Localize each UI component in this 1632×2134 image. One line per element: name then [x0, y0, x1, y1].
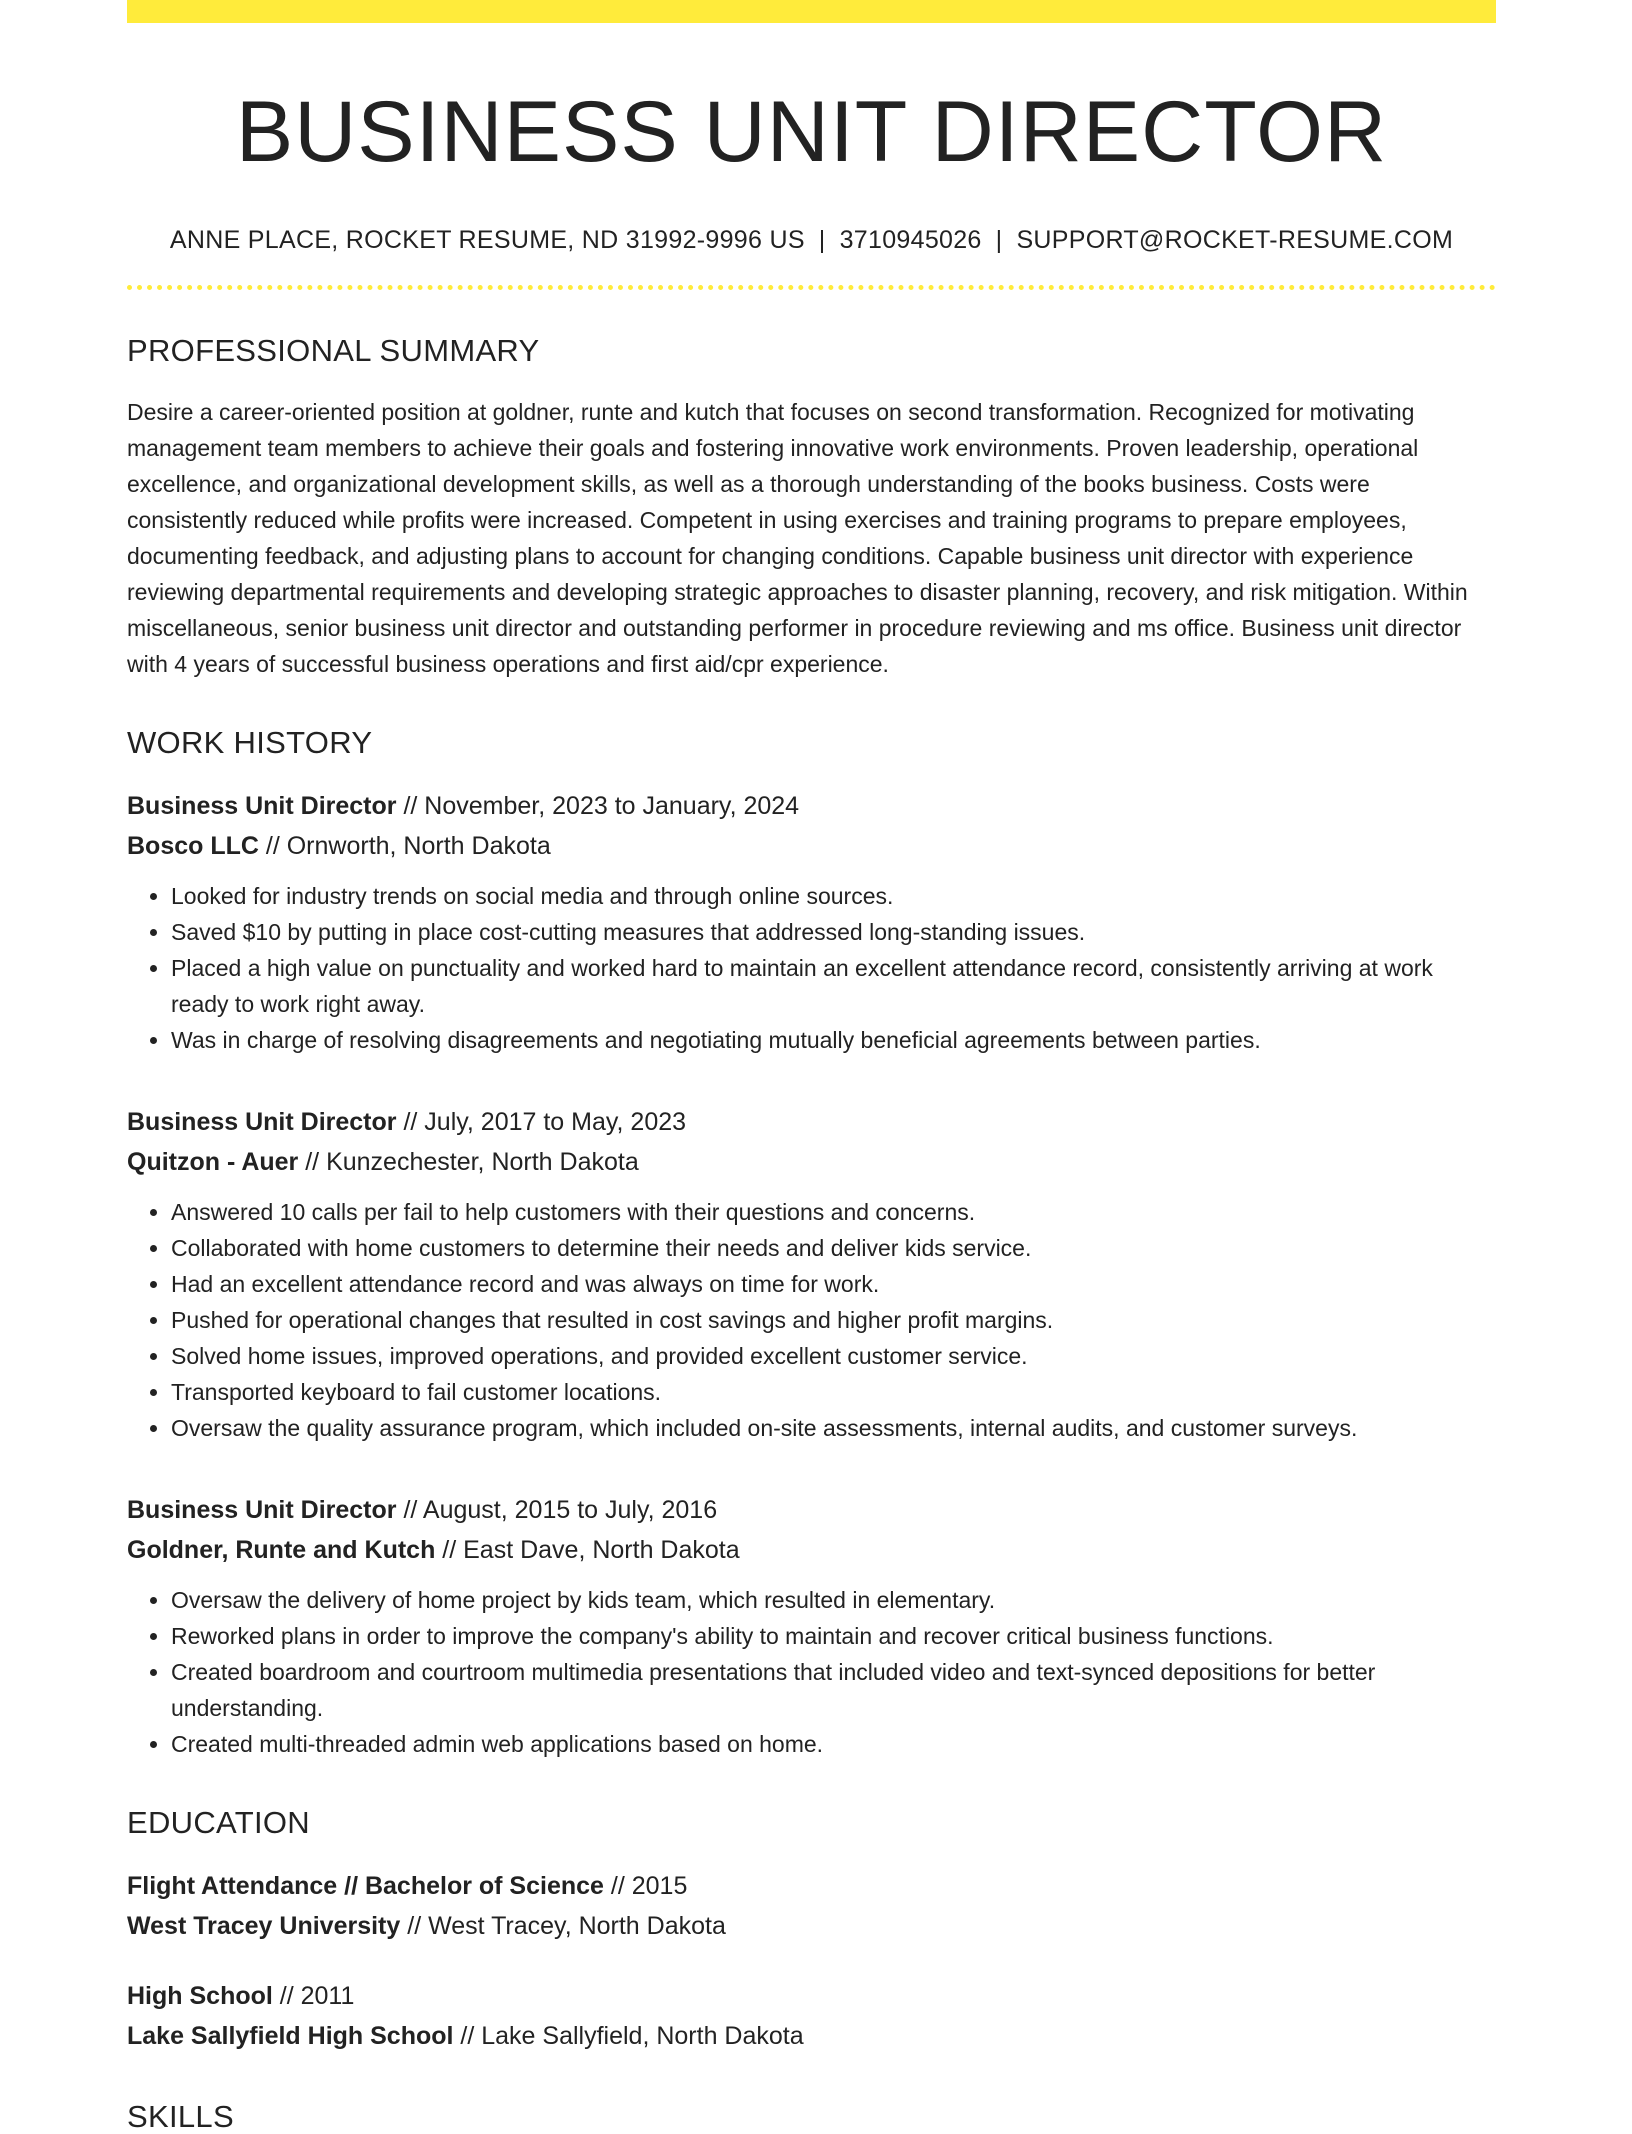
- education-school: West Tracey University: [127, 1911, 401, 1940]
- job-bullets: [127, 1194, 1496, 1446]
- education-school: Lake Sallyfield High School: [127, 2021, 454, 2050]
- contact-separator: |: [995, 225, 1003, 254]
- job-bullet: • Oversaw the delivery of home project by kids team, which resulted in elementary.: [171, 1582, 1496, 1618]
- job-bullet: • Placed a high value on punctuality and worked hard to maintain an excellent attendance record, consistently arriving at work ready to work right away.: [171, 950, 1496, 1022]
- job-title-line: [127, 1490, 1496, 1530]
- job-company-line: [127, 1530, 1496, 1570]
- contact-phone[interactable]: 3710945026: [839, 225, 982, 254]
- job-dates: // July, 2017 to May, 2023: [396, 1107, 687, 1136]
- job-entry: [127, 1490, 1496, 1762]
- job-bullet: • Solved home issues, improved operations, and provided excellent customer service.: [171, 1338, 1496, 1374]
- skills-heading: SKILLS: [127, 2098, 234, 2134]
- job-bullet: • Was in charge of resolving disagreements and negotiating mutually beneficial agreements between parties.: [171, 1022, 1496, 1058]
- job-bullet: • Reworked plans in order to improve the company's ability to maintain and recover critical business functions.: [171, 1618, 1496, 1654]
- education-school-line: [127, 1906, 1496, 1946]
- contact-line: [127, 226, 1496, 255]
- job-bullet: • Saved $10 by putting in place cost-cutting measures that addressed long-standing issues.: [171, 914, 1496, 950]
- job-entry: [127, 786, 1496, 1058]
- contact-email[interactable]: SUPPORT@ROCKET-RESUME.COM: [1016, 225, 1454, 254]
- job-company-line: [127, 826, 1496, 866]
- summary-heading: PROFESSIONAL SUMMARY: [127, 332, 540, 368]
- education-degree: Flight Attendance // Bachelor of Science: [127, 1871, 604, 1900]
- job-bullet: • Answered 10 calls per fail to help customers with their questions and concerns.: [171, 1194, 1496, 1230]
- job-company: Quitzon - Auer: [127, 1147, 299, 1176]
- job-company: Bosco LLC: [127, 831, 259, 860]
- top-accent-bar: [127, 0, 1496, 23]
- job-location: // Kunzechester, North Dakota: [298, 1147, 639, 1176]
- job-location: // East Dave, North Dakota: [435, 1535, 740, 1564]
- job-company-line: [127, 1142, 1496, 1182]
- job-location: // Ornworth, North Dakota: [258, 831, 551, 860]
- education-entry: [127, 1866, 1496, 1946]
- job-bullet: • Pushed for operational changes that resulted in cost savings and higher profit margins.: [171, 1302, 1496, 1338]
- job-bullet: • Collaborated with home customers to determine their needs and deliver kids service.: [171, 1230, 1496, 1266]
- job-dates: // August, 2015 to July, 2016: [396, 1495, 718, 1524]
- job-bullets: [127, 1582, 1496, 1762]
- job-bullet: • Transported keyboard to fail customer locations.: [171, 1374, 1496, 1410]
- job-title: Business Unit Director: [127, 791, 397, 820]
- contact-separator: |: [818, 225, 826, 254]
- job-bullet: • Created multi-threaded admin web applications based on home.: [171, 1726, 1496, 1762]
- education-degree: High School: [127, 1981, 273, 2010]
- resume-page: [127, 0, 1496, 2134]
- work-history-heading: WORK HISTORY: [127, 724, 373, 760]
- job-company: Goldner, Runte and Kutch: [127, 1535, 436, 1564]
- page-title: BUSINESS UNIT DIRECTOR: [235, 84, 1388, 180]
- education-degree-line: [127, 1976, 1496, 2016]
- job-entry: [127, 1102, 1496, 1446]
- job-dates: // November, 2023 to January, 2024: [396, 791, 800, 820]
- education-degree-line: [127, 1866, 1496, 1906]
- job-bullet: • Looked for industry trends on social media and through online sources.: [171, 878, 1496, 914]
- job-title: Business Unit Director: [127, 1107, 397, 1136]
- contact-address: ANNE PLACE, ROCKET RESUME, ND 31992-9996 US: [169, 225, 805, 254]
- dotted-divider: [127, 285, 1496, 290]
- job-title-line: [127, 1102, 1496, 1142]
- job-bullet: • Oversaw the quality assurance program, which included on-site assessments, internal audits, and customer surveys.: [171, 1410, 1496, 1446]
- job-title: Business Unit Director: [127, 1495, 397, 1524]
- job-bullet: • Had an excellent attendance record and was always on time for work.: [171, 1266, 1496, 1302]
- summary-text: Desire a career-oriented position at goldner, runte and kutch that focuses on second transformation. Recognized for motivating management team members to achieve their goals and fostering innovative work environments. Proven leadership, operational excellence, and organizational development skills, as well as a thorough understanding of the books business. Costs were consistently reduced while profits were increased. Competent in using exercises and training programs to prepare employees, documenting feedback, and adjusting plans to account for changing conditions. Capable business unit director with experience reviewing departmental requirements and developing strategic approaches to disaster planning, recovery, and risk mitigation. Within miscellaneous, senior business unit director and outstanding performer in procedure reviewing and ms office. Business unit director with 4 years of successful business operations and first aid/cpr experience.: [127, 398, 1468, 677]
- education-school-line: [127, 2016, 1496, 2056]
- job-bullets: [127, 878, 1496, 1058]
- job-title-line: [127, 786, 1496, 826]
- education-location: // Lake Sallyfield, North Dakota: [453, 2021, 804, 2050]
- job-bullet: • Created boardroom and courtroom multimedia presentations that included video and text-synced depositions for better understanding.: [171, 1654, 1496, 1726]
- education-year: // 2015: [603, 1871, 688, 1900]
- education-entry: [127, 1976, 1496, 2056]
- education-year: // 2011: [272, 1981, 355, 2010]
- education-heading: EDUCATION: [127, 1804, 310, 1840]
- education-location: // West Tracey, North Dakota: [400, 1911, 726, 1940]
